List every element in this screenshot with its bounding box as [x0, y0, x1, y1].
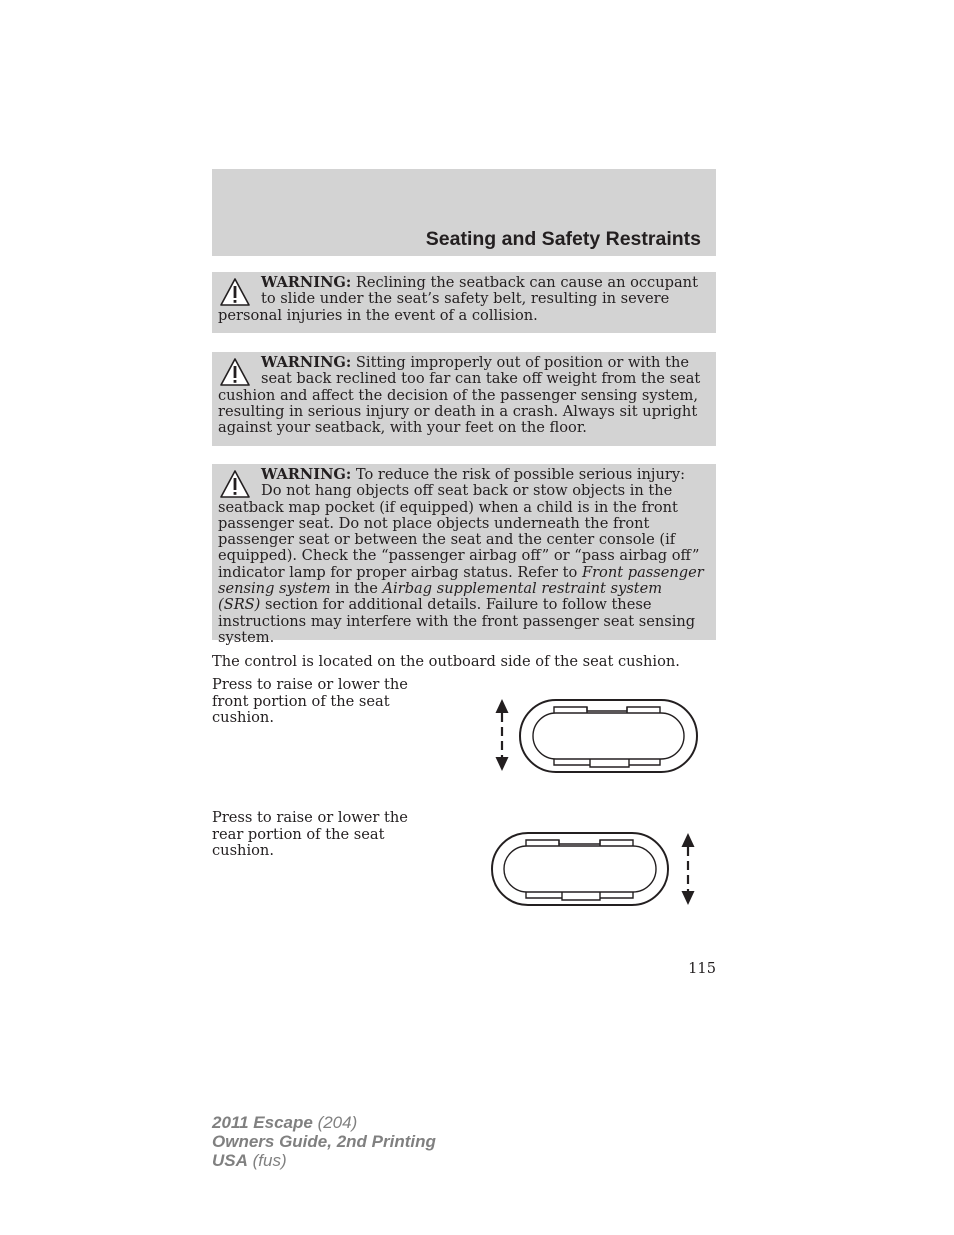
section-title: Seating and Safety Restraints	[425, 228, 701, 250]
warning-text: section for additional details. Failure to follow these instructions may interfere with the front passenger seat sensing system.	[218, 596, 696, 646]
document-footer	[212, 1113, 436, 1170]
warning-label: WARNING:	[261, 274, 352, 291]
footer-guide: Owners Guide, 2nd Printing	[212, 1132, 436, 1151]
footer-market-code: (fus)	[252, 1151, 287, 1170]
warning-label: WARNING:	[261, 466, 352, 483]
warning-triangle-icon	[219, 357, 251, 387]
front-cushion-instruction: Press to raise or lower the front portion of the seat cushion.	[212, 676, 408, 726]
cross-reference: Airbag supplemental restraint system (SRS)	[218, 580, 663, 614]
warning-triangle-icon	[219, 469, 251, 499]
warning-label: WARNING:	[261, 354, 352, 371]
warning-text: Reclining the seatback can cause an occupant to slide under the seat’s safety belt, resulting in severe personal injuries in the event of a collision.	[218, 274, 698, 324]
warning-text: Sitting improperly out of position or with the seat back reclined too far can take off weight from the seat cushion and affect the decision of the passenger sensing system, resulting in serious injury or death in a crash. Always sit upright against your seatback, with your feet on the floor.	[218, 354, 701, 437]
footer-model: 2011 Escape	[212, 1113, 313, 1132]
warning-text: To reduce the risk of possible serious injury: Do not hang objects off seat back or stow objects in the seatback map pocket (if equipped) when a child is in the front passenger seat. Do not place objects underneath the front passenger seat or between the seat and the center console (if equipped). Check the “passenger airbag off” or “pass airbag off” indicator lamp for proper airbag status. Refer to	[218, 466, 700, 581]
warning-box-2	[212, 352, 716, 446]
warning-triangle-icon	[219, 277, 251, 307]
warning-text: in the	[335, 580, 378, 598]
intro-paragraph: The control is located on the outboard side of the seat cushion.	[212, 653, 680, 670]
footer-model-code: (204)	[317, 1113, 358, 1132]
warning-box-1	[212, 272, 716, 333]
up-down-arrow-icon	[682, 833, 695, 905]
warning-box-3	[212, 464, 716, 646]
footer-model-line	[212, 1113, 436, 1132]
page-number: 115	[688, 960, 716, 977]
section-header-band	[212, 169, 716, 256]
switch-outline	[520, 700, 697, 772]
switch-outline	[492, 833, 668, 905]
rear-cushion-switch-illustration	[490, 830, 702, 910]
cross-reference: Front passenger sensing system	[218, 563, 704, 598]
footer-guide-line	[212, 1132, 436, 1151]
front-cushion-switch-illustration	[490, 696, 702, 776]
up-down-arrow-icon	[496, 699, 509, 771]
rear-cushion-instruction: Press to raise or lower the rear portion of the seat cushion.	[212, 809, 408, 859]
footer-market: USA	[212, 1151, 248, 1170]
footer-market-line	[212, 1151, 436, 1170]
